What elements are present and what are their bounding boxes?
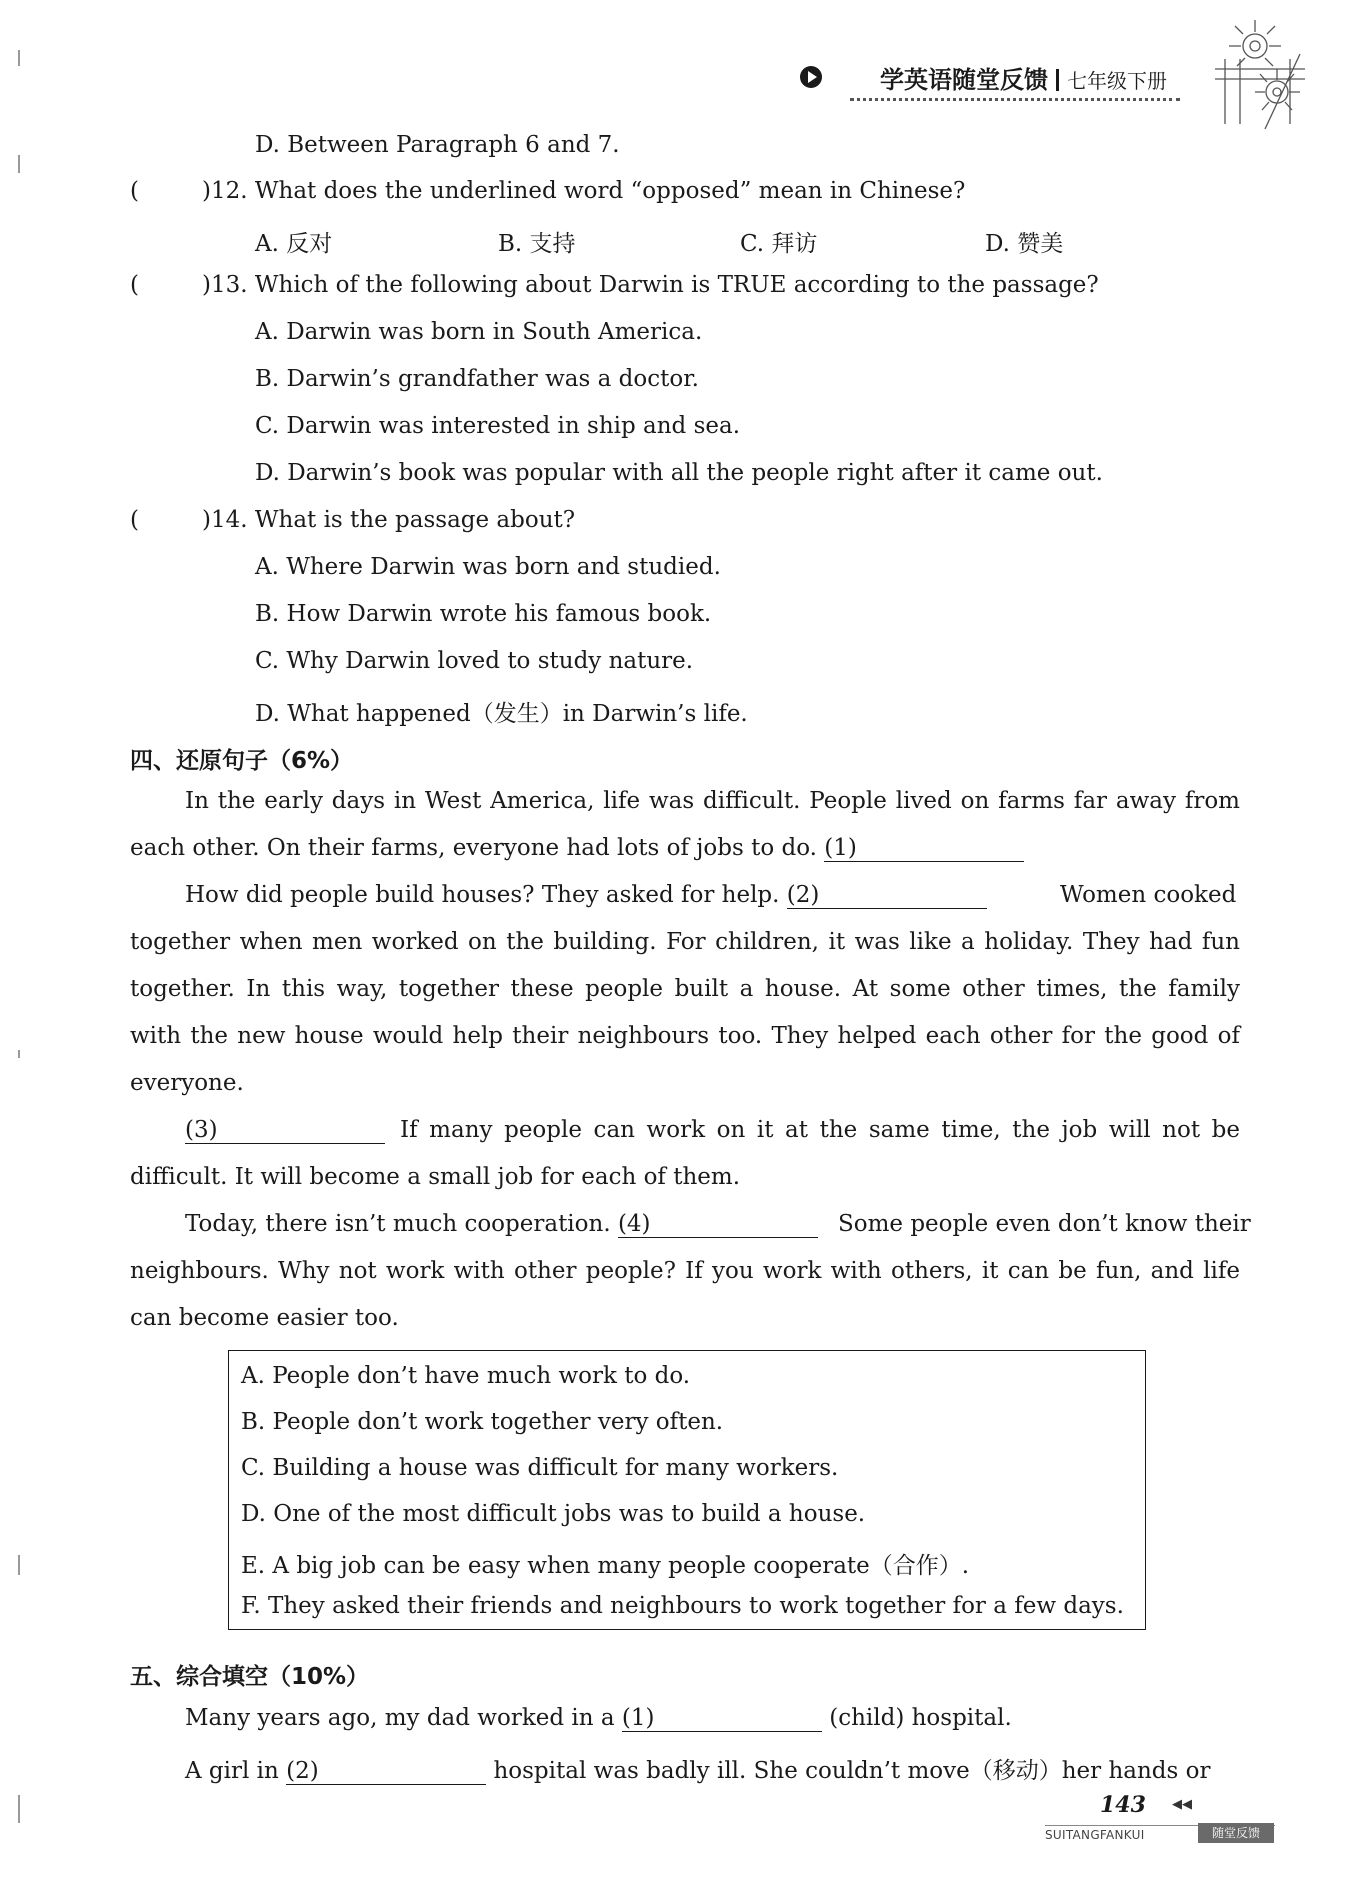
s5-line1a-text: Many years ago, my dad worked in a [185,1705,615,1731]
scan-edge-mark [18,50,20,66]
s4-option-e: E. A big job can be easy when many people cooperate（合作）. [241,1553,970,1579]
page-header [800,58,1200,98]
blank-1[interactable]: (1) [824,835,1024,862]
s5-blank-2[interactable]: (2) [286,1758,486,1785]
scan-edge-mark [18,1795,20,1823]
question-12 [130,178,965,204]
s4-option-a: A. People don’t have much work to do. [241,1363,691,1389]
back-arrows-icon: ◀◀ [1172,1797,1192,1812]
blank-3[interactable]: (3) [185,1117,385,1144]
answer-paren[interactable]: ( [130,178,139,204]
q11-option-d: D. Between Paragraph 6 and 7. [255,132,620,158]
q12-option-a: A. 反对 [255,231,333,257]
s4-para4-line3: can become easier too. [130,1305,399,1331]
question-14 [130,507,575,533]
s4-option-f: F. They asked their friends and neighbours to work together for a few days. [241,1593,1124,1619]
s4-para4-line1a [185,1211,818,1238]
s4-para2-line3: together. In this way, together these people built a house. At some other times, the family [130,976,1240,1002]
s4-para2-line1b: Women cooked [1060,882,1237,908]
q13-option-b: B. Darwin’s grandfather was a doctor. [255,366,699,392]
header-title-wrap [880,60,1167,95]
s4-para2-line1a-text: How did people build houses? They asked for help. [185,882,780,908]
q12-option-c: C. 拜访 [740,231,818,257]
s4-para2-line4: with the new house would help their neighbours too. They helped each other for the good of [130,1023,1240,1049]
s4-para1-line2 [130,835,1240,862]
s4-option-d: D. One of the most difficult jobs was to build a house. [241,1501,866,1527]
section-5-title: 五、综合填空（10%） [130,1664,370,1690]
s4-option-b: B. People don’t work together very often. [241,1409,724,1435]
s5-line2b-text: hospital was badly ill. She couldn’t move（移动）her hands or [493,1758,1211,1784]
s4-option-c: C. Building a house was difficult for many workers. [241,1455,839,1481]
q14-option-d: D. What happened（发生）in Darwin’s life. [255,701,748,727]
s4-para2-line5: everyone. [130,1070,244,1096]
page-number: 143 [1100,1792,1146,1818]
question-13 [130,272,1099,298]
q14-option-a: A. Where Darwin was born and studied. [255,554,721,580]
s4-para2-line1a [185,882,987,909]
s5-line1 [185,1705,1012,1732]
s4-para3-blank [185,1117,385,1144]
q12-option-b: B. 支持 [498,231,576,257]
s5-line2a-text: A girl in [185,1758,279,1784]
title-separator [1056,69,1059,91]
s5-line2 [185,1752,1210,1785]
q14-option-b: B. How Darwin wrote his famous book. [255,601,712,627]
header-dotted-rule [850,98,1180,101]
s4-para2-line2: together when men worked on the building. For children, it was like a holiday. They had fun [130,929,1240,955]
play-icon [800,66,822,88]
sunflower-decoration-icon [1205,14,1315,134]
s5-line1b-text: (child) hospital. [829,1705,1012,1731]
s4-para1-line2-text: each other. On their farms, everyone had lots of jobs to do. [130,835,817,861]
question-12-text: )12. What does the underlined word “opposed” mean in Chinese? [202,178,966,204]
s4-para3-line1: If many people can work on it at the same time, the job will not be [400,1117,1240,1143]
blank-2[interactable]: (2) [787,882,987,909]
q13-option-a: A. Darwin was born in South America. [255,319,703,345]
answer-paren[interactable]: ( [130,507,139,533]
s4-para4-line1a-text: Today, there isn’t much cooperation. [185,1211,611,1237]
s4-para4-line1b: Some people even don’t know their [838,1211,1251,1237]
answer-paren[interactable]: ( [130,272,139,298]
question-14-text: )14. What is the passage about? [202,507,576,533]
s5-blank-1[interactable]: (1) [622,1705,822,1732]
footer-badge: 随堂反馈 [1198,1823,1274,1843]
s4-para1-line1: In the early days in West America, life was difficult. People lived on farms far away from [185,788,1240,814]
s4-options-box [228,1350,1146,1630]
book-title: 学英语随堂反馈 [880,66,1048,94]
scan-edge-mark [18,1050,20,1058]
blank-4[interactable]: (4) [618,1211,818,1238]
footer-brand: SUITANGFANKUI [1045,1828,1145,1842]
scan-edge-mark [18,155,20,173]
question-13-text: )13. Which of the following about Darwin is TRUE according to the passage? [202,272,1099,298]
q13-option-d: D. Darwin’s book was popular with all the people right after it came out. [255,460,1103,486]
scan-edge-mark [18,1555,20,1575]
section-4-title: 四、还原句子（6%） [130,748,354,774]
q12-option-d: D. 赞美 [985,231,1064,257]
s4-para4-line2: neighbours. Why not work with other people? If you work with others, it can be fun, and life [130,1258,1240,1284]
book-grade: 七年级下册 [1067,69,1167,93]
s4-para3-line2: difficult. It will become a small job for each of them. [130,1164,741,1190]
q13-option-c: C. Darwin was interested in ship and sea. [255,413,741,439]
q14-option-c: C. Why Darwin loved to study nature. [255,648,694,674]
